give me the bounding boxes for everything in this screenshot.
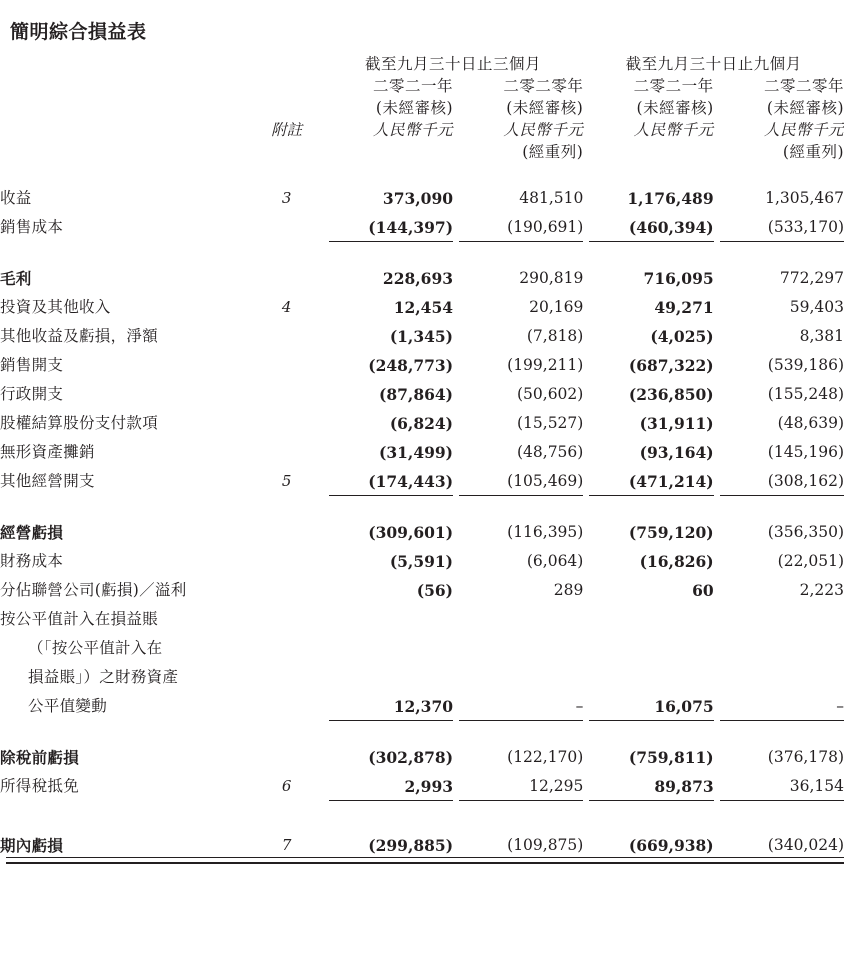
table-row	[0, 547, 844, 576]
row-value: 2,223	[799, 581, 844, 599]
row-value: (759,120)	[628, 523, 714, 542]
table-row	[0, 438, 844, 467]
row-value: 716,095	[643, 269, 714, 288]
row-label: 投資及其他收入	[0, 298, 111, 316]
column-year-4: 二零二零年	[763, 77, 844, 95]
row-value: (93,164)	[639, 443, 714, 462]
column-audit-4: (未經審核)	[766, 99, 844, 117]
table-row	[0, 351, 844, 380]
row-value: 12,454	[393, 298, 454, 317]
row-label: 股權結算股份支付款項	[0, 414, 159, 432]
table-row	[0, 743, 844, 772]
row-value: (340,024)	[714, 831, 844, 860]
row-value: (460,394)	[583, 213, 713, 242]
row-value: 49,271	[654, 298, 714, 317]
row-value-empty	[323, 663, 453, 692]
row-label: 毛利	[0, 269, 32, 288]
table-row	[0, 293, 844, 322]
table-row	[0, 772, 844, 801]
row-label: 銷售開支	[0, 356, 64, 374]
row-value: 228,693	[382, 269, 454, 288]
row-value: (5,591)	[389, 552, 454, 571]
row-value: (155,248)	[767, 385, 844, 403]
row-value: (299,885)	[323, 831, 453, 860]
row-label: 銷售成本	[0, 218, 64, 236]
table-row	[0, 409, 844, 438]
row-value: 2,993	[323, 772, 453, 801]
column-currency-3: 人民幣千元	[633, 121, 714, 139]
row-value: 1,176,489	[627, 189, 714, 208]
column-restated-1	[323, 140, 453, 162]
row-value: 772,297	[779, 269, 844, 287]
row-label: 其他經營開支	[0, 472, 95, 490]
row-note	[251, 743, 323, 772]
row-value: (356,350)	[767, 523, 844, 541]
row-value: –	[453, 692, 583, 721]
row-value-empty	[714, 605, 844, 634]
table-row-multiline-part	[0, 634, 844, 663]
row-value: 290,819	[519, 269, 584, 287]
row-label: 其他收益及虧損，淨額	[0, 327, 159, 345]
row-label: 除稅前虧損	[0, 748, 80, 767]
row-value: (687,322)	[628, 356, 714, 375]
table-row	[0, 467, 844, 496]
row-value: –	[714, 692, 844, 721]
row-note	[251, 409, 323, 438]
column-currency-4: 人民幣千元	[763, 121, 844, 139]
header-gap	[0, 162, 844, 184]
row-value: (236,850)	[628, 385, 714, 404]
column-year-1: 二零二一年	[373, 77, 454, 95]
row-note	[251, 213, 323, 242]
row-label: 行政開支	[0, 385, 64, 403]
table-row	[0, 264, 844, 293]
row-note	[251, 438, 323, 467]
row-value: (4,025)	[650, 327, 714, 346]
row-value: (539,186)	[767, 356, 844, 374]
row-value: (122,170)	[507, 748, 584, 766]
row-value: 12,295	[453, 772, 583, 801]
row-note	[251, 605, 323, 634]
row-value: (50,602)	[517, 385, 584, 403]
row-value: (48,639)	[777, 414, 844, 432]
row-value: (16,826)	[639, 552, 714, 571]
row-label: 財務成本	[0, 552, 64, 570]
section-gap-cell	[0, 496, 844, 518]
table-row	[0, 184, 844, 213]
row-value-empty	[714, 634, 844, 663]
table-header-currency-row	[0, 118, 844, 140]
row-value: (1,345)	[389, 327, 454, 346]
row-value: (376,178)	[767, 748, 844, 766]
row-value: (31,499)	[379, 443, 454, 462]
row-value: (15,527)	[517, 414, 584, 432]
row-label: 所得稅抵免	[0, 777, 80, 795]
row-value: (22,051)	[777, 552, 844, 570]
row-value: (533,170)	[714, 213, 844, 242]
header-spacer	[0, 74, 251, 96]
row-value: 20,169	[529, 298, 584, 316]
header-spacer	[0, 96, 251, 118]
table-row	[0, 831, 844, 860]
row-label: 收益	[0, 189, 32, 207]
row-value-empty	[453, 663, 583, 692]
note-column-header: 附註	[271, 121, 303, 139]
row-value: 8,381	[799, 327, 844, 345]
row-value: (87,864)	[379, 385, 454, 404]
column-restated-3	[583, 140, 713, 162]
column-year-2: 二零二零年	[503, 77, 584, 95]
income-statement-table	[0, 52, 844, 860]
table-header-restated-row	[0, 140, 844, 162]
row-value: (145,196)	[767, 443, 844, 461]
row-label-line: 按公平值計入在損益賬	[0, 610, 159, 628]
row-value: (308,162)	[714, 467, 844, 496]
row-value: (248,773)	[368, 356, 454, 375]
row-value-empty	[583, 605, 713, 634]
period-header-nine-months: 截至九月三十日止九個月	[625, 55, 802, 73]
row-value: (6,064)	[526, 552, 584, 570]
row-value: 16,075	[583, 692, 713, 721]
row-value: 1,305,467	[765, 189, 844, 207]
row-label-line: 損益賬」）之財務資產	[28, 668, 179, 686]
table-row-multiline-part	[0, 663, 844, 692]
section-gap-cell	[0, 801, 844, 831]
row-note	[251, 264, 323, 293]
row-label: 期內虧損	[0, 836, 64, 855]
row-value-empty	[453, 634, 583, 663]
header-spacer	[0, 140, 251, 162]
section-gap	[0, 496, 844, 518]
row-note	[251, 518, 323, 547]
row-value: 373,090	[382, 189, 454, 208]
row-value: (199,211)	[507, 356, 584, 374]
row-value: (31,911)	[639, 414, 714, 433]
column-audit-1: (未經審核)	[375, 99, 454, 117]
row-note	[251, 351, 323, 380]
header-gap-cell	[0, 162, 844, 184]
column-restated-4: (經重列)	[782, 143, 844, 161]
row-label: 分佔聯營公司(虧損)／溢利	[0, 581, 187, 599]
column-currency-1: 人民幣千元	[373, 121, 454, 139]
row-value: (190,691)	[453, 213, 583, 242]
row-value: (174,443)	[323, 467, 453, 496]
row-note: 4	[281, 298, 292, 316]
section-gap	[0, 721, 844, 743]
header-spacer-note	[251, 96, 323, 118]
row-note: 7	[281, 836, 292, 854]
table-header-audit-row	[0, 96, 844, 118]
row-value: (309,601)	[368, 523, 454, 542]
row-value: (116,395)	[507, 523, 584, 541]
row-note	[251, 380, 323, 409]
table-row	[0, 380, 844, 409]
table-row-multiline-part	[0, 605, 844, 634]
row-value-empty	[714, 663, 844, 692]
header-spacer	[0, 52, 251, 74]
row-value: (669,938)	[583, 831, 713, 860]
row-label-line: 公平值變動	[28, 697, 108, 715]
row-label: 經營虧損	[0, 523, 64, 542]
table-row	[0, 692, 844, 721]
row-value: 60	[692, 581, 714, 600]
row-value: (144,397)	[323, 213, 453, 242]
table-header-year-row	[0, 74, 844, 96]
section-gap-cell	[0, 721, 844, 743]
row-value: (759,811)	[628, 748, 714, 767]
section-gap	[0, 801, 844, 831]
row-value: (7,818)	[526, 327, 584, 345]
row-value: (6,824)	[389, 414, 454, 433]
section-gap-cell	[0, 242, 844, 264]
header-spacer-note	[251, 140, 323, 162]
row-value: (105,469)	[453, 467, 583, 496]
table-row	[0, 213, 844, 242]
header-spacer-note	[251, 74, 323, 96]
row-value: (302,878)	[368, 748, 454, 767]
column-audit-3: (未經審核)	[636, 99, 714, 117]
column-restated-2: (經重列)	[522, 143, 584, 161]
row-value-empty	[323, 634, 453, 663]
row-value: 36,154	[714, 772, 844, 801]
row-note: 5	[281, 472, 292, 490]
row-value: (471,214)	[583, 467, 713, 496]
table-header-period-row	[0, 52, 844, 74]
row-note: 6	[281, 777, 292, 795]
header-spacer	[0, 118, 251, 140]
row-note	[251, 547, 323, 576]
section-gap	[0, 242, 844, 264]
row-note	[251, 322, 323, 351]
header-spacer-note	[251, 52, 323, 74]
row-label-line: （「按公平值計入在	[28, 639, 163, 657]
row-note	[251, 634, 323, 663]
row-value-empty	[323, 605, 453, 634]
row-value: 59,403	[789, 298, 844, 316]
row-value: 481,510	[519, 189, 584, 207]
row-note: 3	[281, 189, 292, 207]
row-note	[251, 663, 323, 692]
row-label: 無形資產攤銷	[0, 443, 95, 461]
period-header-three-months: 截至九月三十日止三個月	[365, 55, 542, 73]
table-row	[0, 518, 844, 547]
row-value: 12,370	[323, 692, 453, 721]
page-title: 簡明綜合損益表	[10, 21, 147, 43]
row-value: (48,756)	[517, 443, 584, 461]
table-row	[0, 322, 844, 351]
row-value: 289	[553, 581, 584, 599]
row-value: 89,873	[583, 772, 713, 801]
row-value-empty	[583, 663, 713, 692]
row-note	[251, 576, 323, 605]
row-value-empty	[583, 634, 713, 663]
row-value: (56)	[416, 581, 454, 600]
column-audit-2: (未經審核)	[506, 99, 584, 117]
column-year-3: 二零二一年	[633, 77, 714, 95]
row-value-empty	[453, 605, 583, 634]
table-row	[0, 576, 844, 605]
row-note	[251, 692, 323, 721]
row-value: (109,875)	[453, 831, 583, 860]
column-currency-2: 人民幣千元	[503, 121, 584, 139]
